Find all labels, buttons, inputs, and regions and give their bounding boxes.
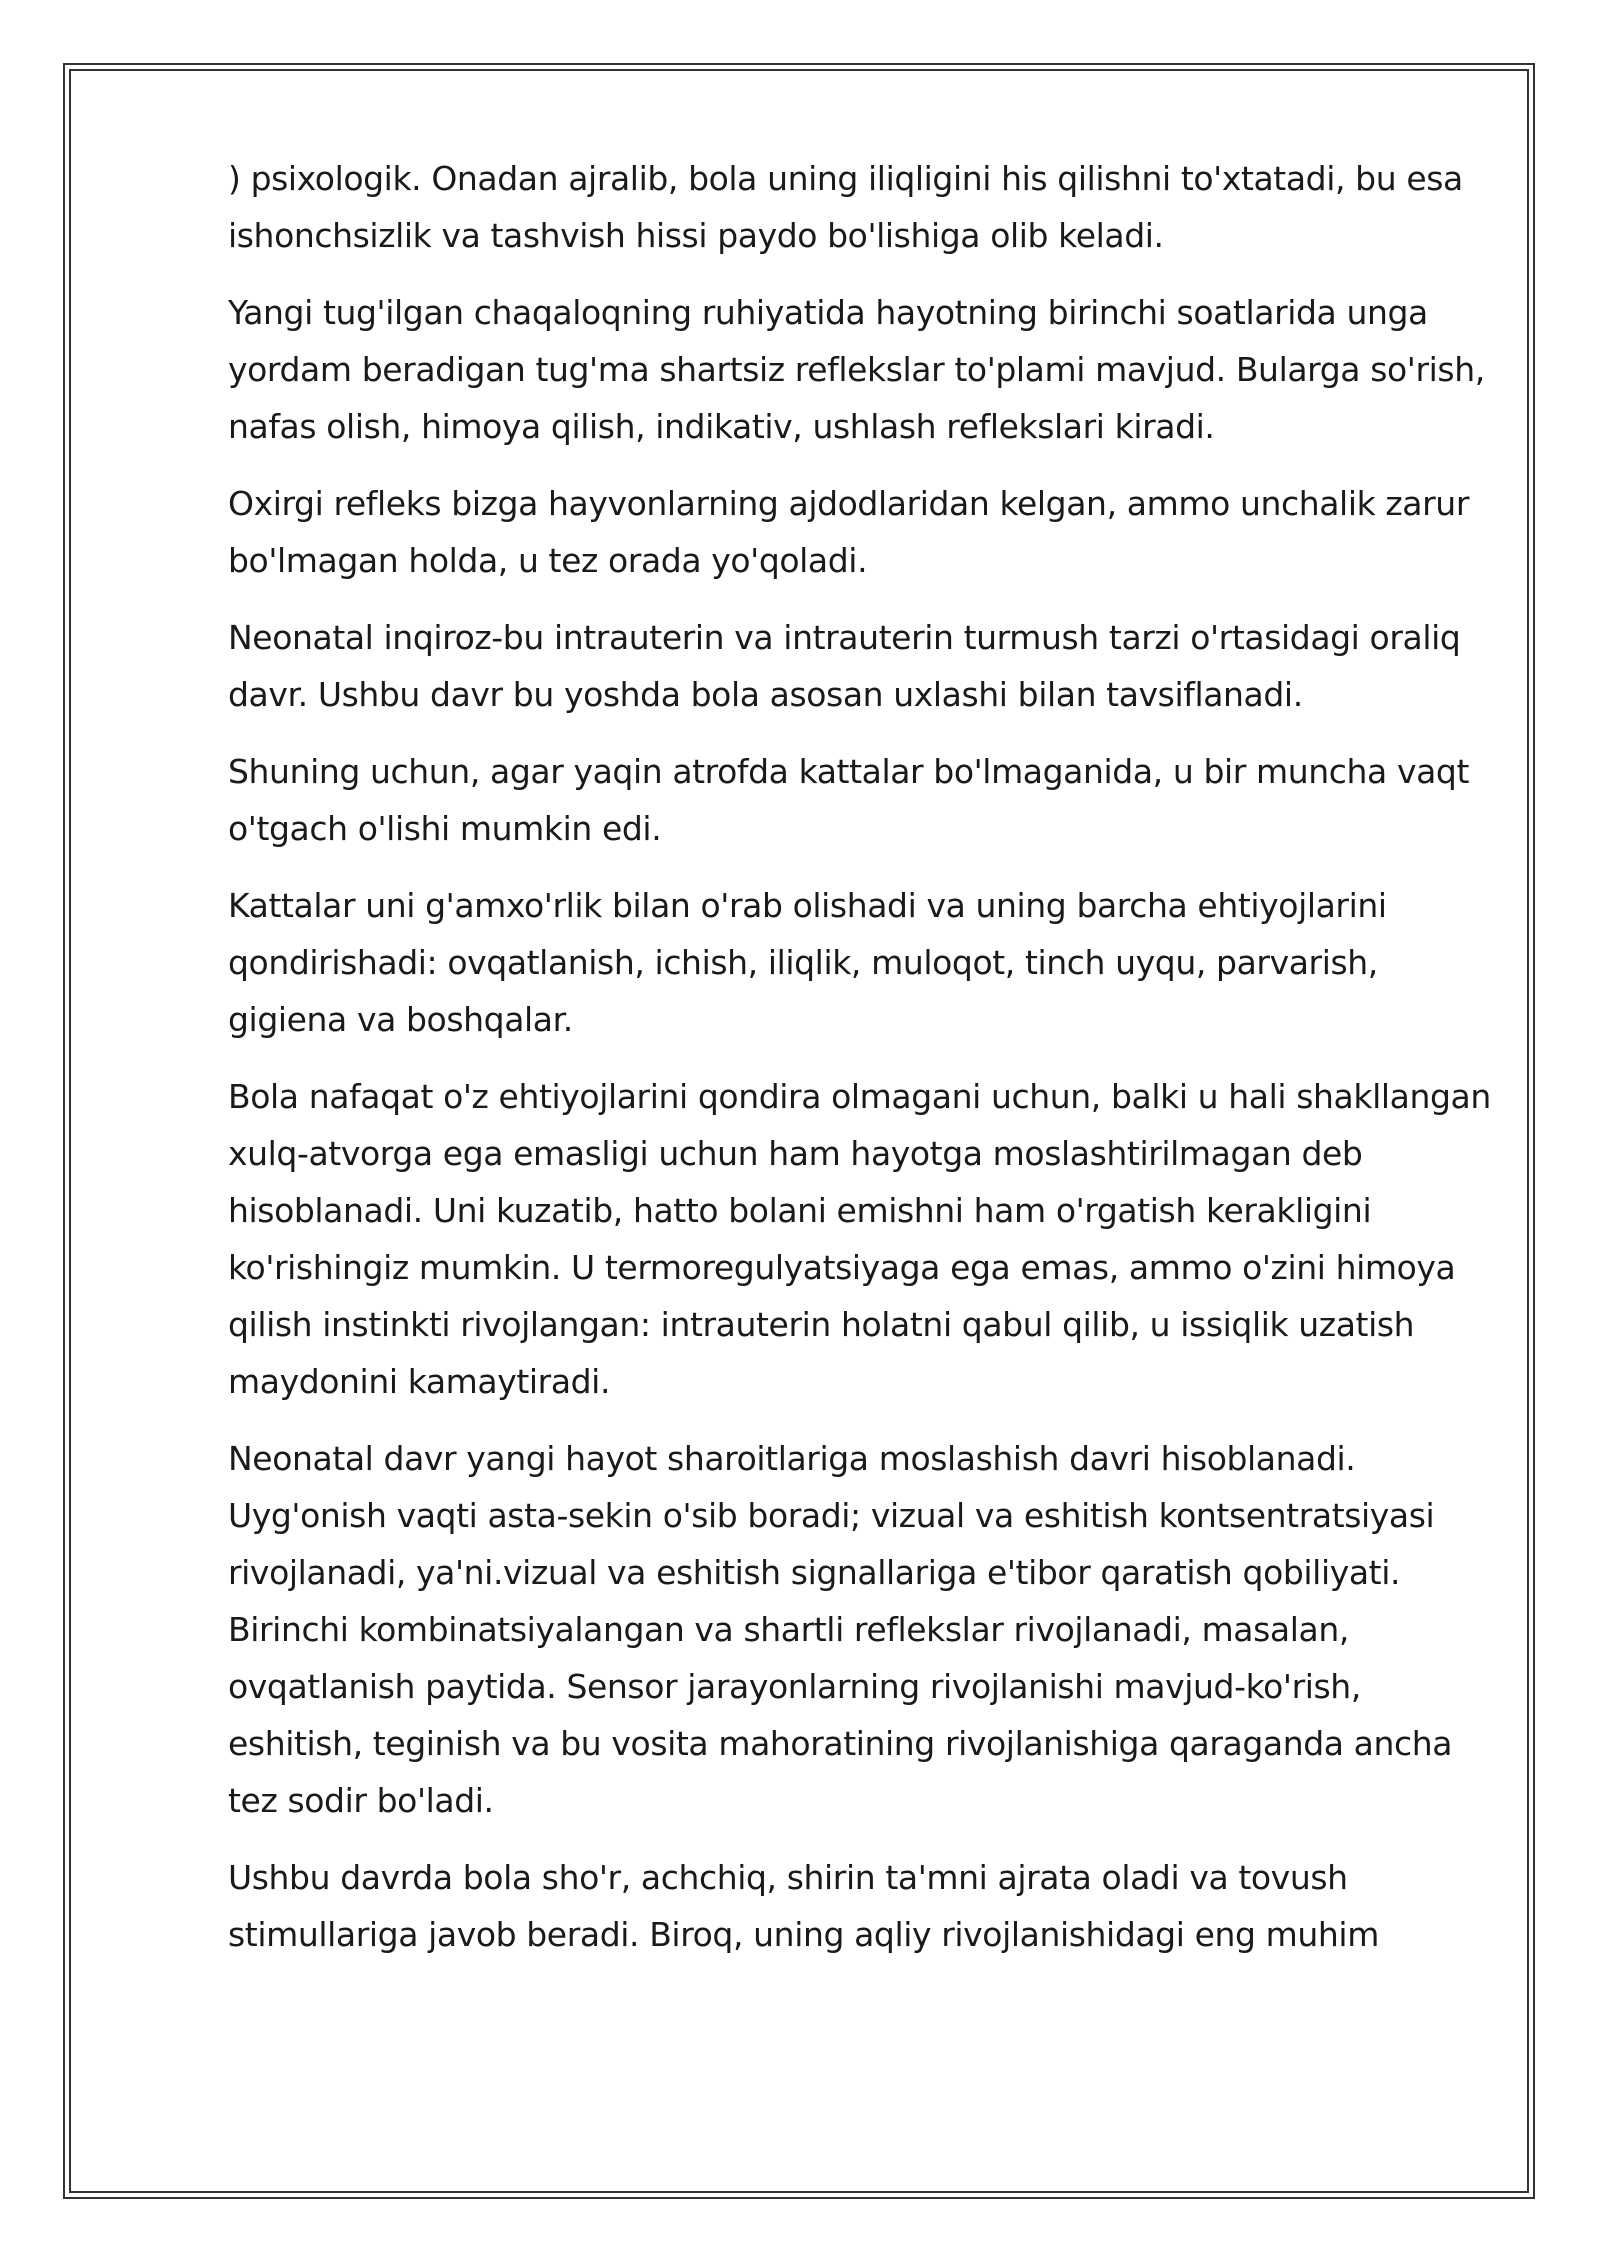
paragraph: Kattalar uni g'amxo'rlik bilan o'rab olishadi va uning barcha ehtiyojlarini qondirishadi: ovqatlanish, ichish, iliqlik, muloqot, tinch uyqu, parvarish, gigiena va boshqalar.: [228, 886, 1387, 1039]
paragraph: ) psixologik. Onadan ajralib, bola uning iliqligini his qilishni to'xtatadi, bu esa ishonchsizlik va tashvish hissi paydo bo'lishiga olib keladi.: [228, 159, 1463, 255]
paragraph: Ushbu davrda bola sho'r, achchiq, shirin ta'mni ajrata oladi va tovush stimullariga javob beradi. Biroq, uning aqliy rivojlanishidagi eng muhim: [228, 1858, 1379, 1954]
paragraph: Yangi tug'ilgan chaqaloqning ruhiyatida hayotning birinchi soatlarida unga yordam beradigan tug'ma shartsiz reflekslar to'plami mavjud. Bularga so'rish, nafas olish, himoya qilish, indikativ, ushlash reflekslari kiradi.: [228, 293, 1485, 446]
paragraph: Oxirgi refleks bizga hayvonlarning ajdodlaridan kelgan, ammo unchalik zarur bo'lmagan holda, u tez orada yo'qoladi.: [228, 484, 1469, 580]
paragraph: Shuning uchun, agar yaqin atrofda kattalar bo'lmaganida, u bir muncha vaqt o'tgach o'lishi mumkin edi.: [228, 752, 1469, 848]
paragraph: Neonatal davr yangi hayot sharoitlariga moslashish davri hisoblanadi. Uyg'onish vaqti asta-sekin o'sib boradi; vizual va eshitish kontsentratsiyasi rivojlanadi, ya'ni.vizual va eshitish signallariga e'tibor qaratish qobiliyati. Birinchi kombinatsiyalangan va shartli reflekslar rivojlanadi, masalan, ovqatlanish paytida. Sensor jarayonlarning rivojlanishi mavjud-ko'rish, eshitish, teginish va bu vosita mahoratining rivojlanishiga qaraganda ancha tez sodir bo'ladi.: [228, 1439, 1453, 1820]
paragraph: Bola nafaqat o'z ehtiyojlarini qondira olmagani uchun, balki u hali shakllangan xulq-atvorga ega emasligi uchun ham hayotga moslashtirilmagan deb hisoblanadi. Uni kuzatib, hatto bolani emishni ham o'rgatish kerakligini ko'rishingiz mumkin. U termoregulyatsiyaga ega emas, ammo o'zini himoya qilish instinkti rivojlangan: intrauterin holatni qabul qilib, u issiqlik uzatish maydonini kamaytiradi.: [228, 1077, 1491, 1401]
document-body: [228, 150, 1498, 1983]
paragraph: Neonatal inqiroz-bu intrauterin va intrauterin turmush tarzi o'rtasidagi oraliq davr. Ushbu davr bu yoshda bola asosan uxlashi bilan tavsiflanadi.: [228, 618, 1461, 714]
